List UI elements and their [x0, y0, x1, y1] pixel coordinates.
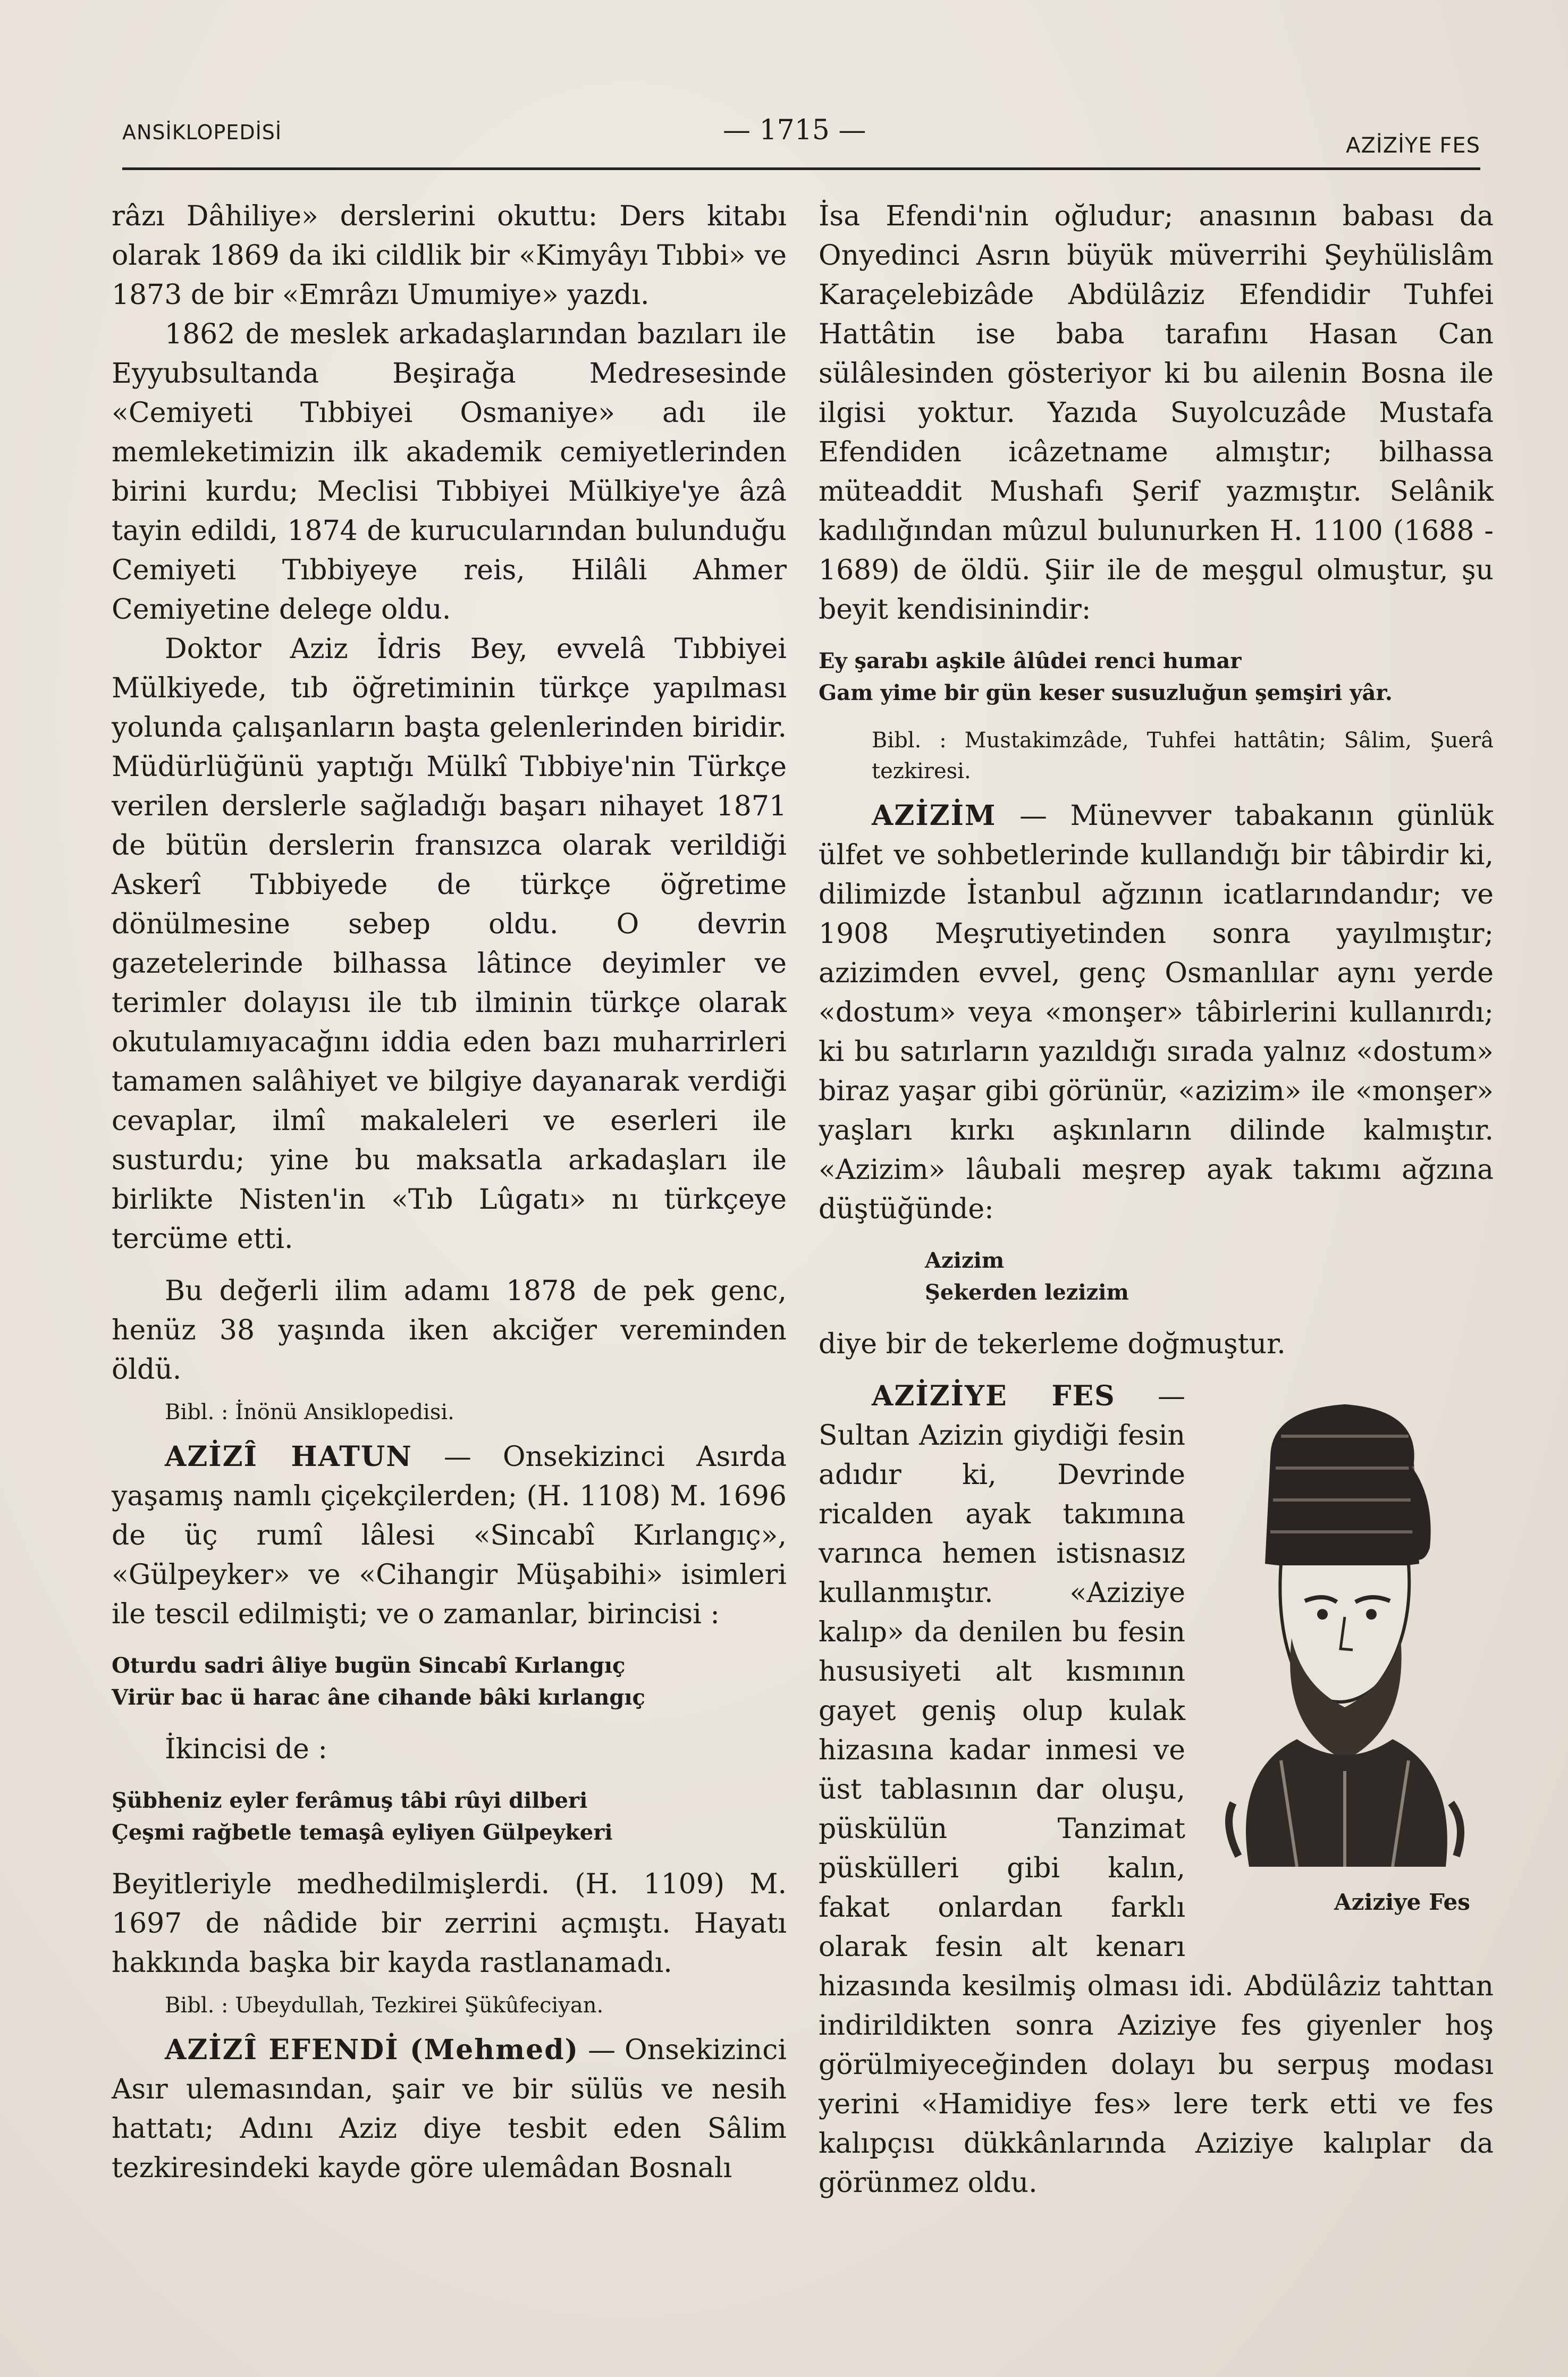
entry-body: — Sultan Azizin giydiği fesin adıdır ki, Devrinde ricalden ayak takımına varınca hemen istisnasız kullanmıştır. «Aziziye kalıp» da denilen bu fesin hususiyeti alt kısmının gayet geniş olup kulak hizasına kadar inmesi ve üst tablasının dar oluşu, püskülün Tanzimat püskülleri gibi kalın, fakat onlardan farklı olarak fesin alt kenarı hizasında kesilmiş olması idi. Abdülâziz tahttan indirildikten sonra Aziziye fes giyenler hoş görülmiyeceğinden dolayı bu serpuş modası yerini «Hamidiye fes» lere terk etti ve fes kalıpçısı dükkânlarında Aziziye kalıplar da görünmez oldu.	[819, 1380, 1494, 2199]
verse-line: Oturdu sadri âliye bugün Sincabî Kırlangıç	[112, 1653, 626, 1678]
paragraph: Beyitleriyle medhedilmişlerdi. (H. 1109) M. 1697 de nâdide bir zerrini açmıştı. Hayatı hakkında başka bir kayda rastlanamadı.	[112, 1868, 787, 1979]
entry-heading: AZİZÎ EFENDİ	[165, 2034, 399, 2066]
paragraph: diye bir de tekerleme doğmuştur.	[819, 1328, 1286, 1360]
verse-line: Şekerden lezizim	[925, 1280, 1129, 1305]
running-head-left: ANSİKLOPEDİSİ	[122, 121, 282, 144]
bibliography: Bibl. : İnönü Ansiklopedisi.	[165, 1400, 454, 1424]
bibliography: Bibl. : Mustakimzâde, Tuhfei hattâtin; Sâlim, Şuerâ tezkiresi.	[872, 728, 1494, 783]
entry-heading: AZİZİYE FES	[872, 1380, 1116, 1412]
spacer	[819, 1364, 1494, 1377]
figure-caption: Aziziye Fes	[1334, 1889, 1470, 1915]
bibliography: Bibl. : Ubeydullah, Tezkirei Şükûfeciyan.	[165, 1993, 604, 2018]
left-column	[112, 197, 787, 2188]
aziziye-fes-figure	[1196, 1383, 1494, 1936]
entry-heading: AZİZÎ HATUN	[165, 1440, 412, 1473]
verse-line: Çeşmi rağbetle temaşâ eyliyen Gülpeykeri	[112, 1820, 613, 1845]
verse-line: Gam yime bir gün keser susuzluğun şemşiri yâr.	[819, 680, 1393, 705]
entry-body: — Onsekizinci Asır ulemasından, şair ve bir sülüs ve nesih hattatı; Adını Aziz diye tesbit eden Sâlim tezkiresindeki kayde göre ulemâdan Bosnalı	[112, 2034, 787, 2184]
paragraph: Bu değerli ilim adamı 1878 de pek genc, henüz 38 yaşında iken akciğer vereminden öldü.	[112, 1275, 787, 1386]
header-rule	[122, 167, 1480, 170]
verse-line: Virür bac ü harac âne cihande bâki kırlangıç	[112, 1685, 645, 1710]
entry-heading: AZİZİM	[872, 799, 997, 832]
entry-body: — Onsekizinci Asırda yaşamış namlı çiçekçilerden; (H. 1108) M. 1696 de üç rumî lâlesi «Sincabî Kırlangıç», «Gülpeyker» ve «Cihangir Müşabihi» isimleri ile tescil edilmişti; ve o zamanlar, birincisi :	[112, 1441, 787, 1630]
verse-block	[819, 1245, 1494, 1309]
running-head-right: AZİZİYE FES	[1346, 133, 1480, 158]
spacer	[112, 1259, 787, 1271]
entry-body: — Münevver tabakanın günlük ülfet ve sohbetlerinde kullandığı bir tâbirdir ki, dilimizde İstanbul ağzının icatlarındandır; ve 1908 Meşrutiyetinden sonra yayılmıştır; azizimden evvel, genç Osmanlılar aynı yerde «dostum» veya «monşer» tâbirlerini kullanırdı; ki bu satırların yazıldığı sırada yalnız «dostum» biraz yaşar gibi görünür, «azizim» ile «monşer» yaşları kırkı aşkınların dilinde kalmıştır. «Azizim» lâubali meşrep ayak takımı ağzına düştüğünde:	[819, 800, 1494, 1225]
verse-line: Ey şarabı aşkile âlûdei renci humar	[819, 648, 1242, 673]
entry-azizi-hatun	[112, 1437, 787, 1634]
paragraph: Doktor Aziz İdris Bey, evvelâ Tıbbiyei Mülkiyede, tıb öğretiminin türkçe yapılması yolunda çalışanların başta gelenlerinden biridir. Müdürlüğünü yaptığı Mülkî Tıbbiye'nin Türkçe verilen derslerle sağladığı başarı nihayet 1871 de bütün derslerin fransızca olarak verildiği Askerî Tıbbiyede de türkçe öğretime dönülmesine sebep oldu. O devrin gazetelerinde bilhassa lâtince deyimler ve terimler dolayısı ile tıb ilminin türkçe olarak okutulamıyacağını iddia eden bazı muharrirleri tamamen salâhiyet ve bilgiye dayanarak verdiği cevaplar, ilmî makaleleri ve eserleri ile susturdu; yine bu maksatla arkadaşları ile birlikte Nisten'in «Tıb Lûgatı» nı türkçeye tercüme etti.	[112, 633, 787, 1255]
verse-line: Azizim	[925, 1248, 1005, 1273]
paragraph: râzı Dâhiliye» derslerini okuttu: Ders kitabı olarak 1869 da iki cildlik bir «Kimyâyı Tıbbi» ve 1873 de bir «Emrâzı Umumiye» yazdı.	[112, 200, 787, 311]
entry-azizi-efendi	[112, 2030, 787, 2188]
paragraph: 1862 de meslek arkadaşlarından bazıları ile Eyyubsultanda Beşirağa Medresesinde «Cemiyeti Tıbbiyei Osmaniye» adı ile memleketimizin ilk akademik cemiyetlerinden birini kurdu; Meclisi Tıbbiyei Mülkiye'ye âzâ tayin edildi, 1874 de kurucularından bulunduğu Cemiyeti Tıbbiyeye reis, Hilâli Ahmer Cemiyetine delege oldu.	[112, 318, 787, 626]
right-column	[819, 197, 1494, 2203]
verse-block	[112, 1650, 787, 1714]
entry-aziziye-fes	[819, 1377, 1494, 2203]
entry-subheading: (Mehmed)	[399, 2034, 579, 2066]
running-head	[122, 114, 1480, 158]
verse-block	[112, 1785, 787, 1849]
entry-azizim	[819, 796, 1494, 1229]
verse-block	[819, 645, 1494, 709]
page-number: — 1715 —	[723, 114, 866, 146]
verse-line: Şübheniz eyler ferâmuş tâbi rûyi dilberi	[112, 1788, 588, 1813]
paragraph: İsa Efendi'nin oğludur; anasının babası da Onyedinci Asrın büyük müverrihi Şeyhülislâm Karaçelebizâde Abdülâziz Efendidir Tuhfei Hattâtin ise baba tarafını Hasan Can sülâlesinden gösteriyor ki bu ailenin Bosna ile ilgisi yoktur. Yazıda Suyolcuzâde Mustafa Efendiden icâzetname almıştır; bilhassa müteaddit Mushafı Şerif yazmıştır. Selânik kadılığından mûzul bulunurken H. 1100 (1688 - 1689) de öldü. Şiir ile de meşgul olmuştur, şu beyit kendisinindir:	[819, 200, 1494, 626]
paragraph: İkincisi de :	[165, 1733, 327, 1765]
portrait-illustration-icon	[1201, 1388, 1488, 1867]
